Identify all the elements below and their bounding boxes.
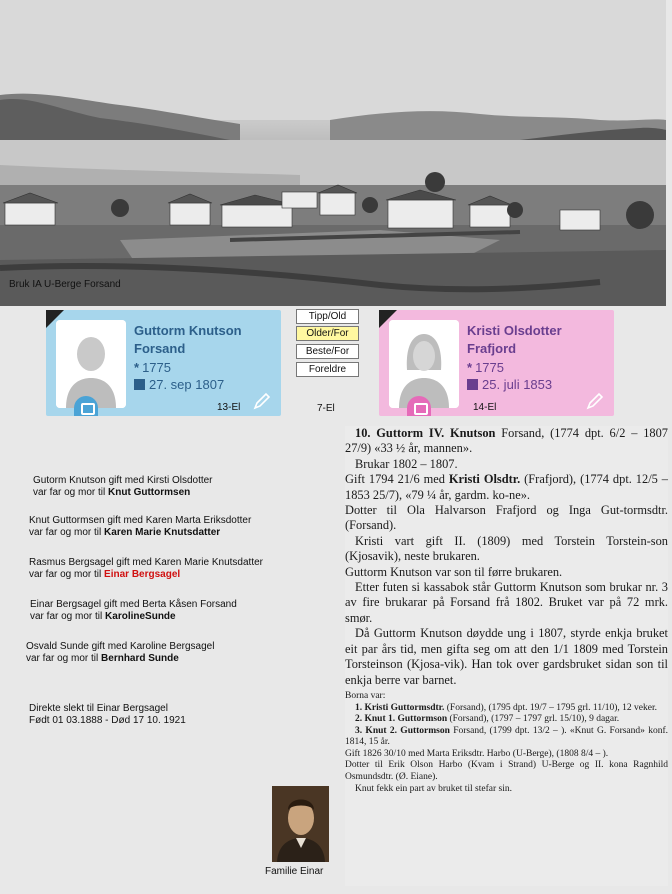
father-death-date: 27. sep 1807 xyxy=(149,377,225,392)
book-heading: 10. Guttorm IV. Knutson xyxy=(355,426,496,440)
camera-icon[interactable] xyxy=(407,396,431,416)
direct-lineage xyxy=(29,703,186,727)
book-text: Guttorm Knutson var son til førre brukaren. xyxy=(345,564,563,579)
silhouette-male-icon xyxy=(56,320,126,408)
tombstone-icon xyxy=(134,379,145,390)
book-small-text: Gift 1826 30/10 med Marta Eriksdtr. Harbo (U-Berge), (1808 8/4 – ). xyxy=(345,748,609,759)
farm-photo xyxy=(0,0,666,306)
direct-line2: Født 01 03.1888 - Død 17 10. 1921 xyxy=(29,715,186,726)
father-death xyxy=(134,377,224,392)
lineage-child: KarolineSunde xyxy=(105,611,176,622)
lineage-child: Bernhard Sunde xyxy=(101,653,179,664)
lineage-prefix: var far og mor til xyxy=(33,487,109,498)
lineage-line1: Einar Bergsagel gift med Berta Kåsen Forsand xyxy=(30,599,237,610)
mother-generation: 14-El xyxy=(473,402,497,413)
mother-name[interactable]: Kristi Olsdotter Frafjord xyxy=(467,323,562,356)
book-text: Dotter til Ola Halvarson Frafjord og Inga Gut-tormsdtr. (Forsand). xyxy=(345,503,668,533)
book-excerpt xyxy=(345,426,668,886)
lineage-line1: Knut Guttormsen gift med Karen Marta Eriksdotter xyxy=(29,515,252,526)
lineage-entry xyxy=(29,557,263,581)
mother-birth xyxy=(467,360,504,375)
lineage-prefix: var far og mor til xyxy=(26,653,102,664)
lineage-prefix: var far og mor til xyxy=(29,527,105,538)
book-text: Brukar 1802 – 1807. xyxy=(355,456,458,471)
pencil-icon[interactable] xyxy=(253,392,271,410)
father-card[interactable] xyxy=(46,310,281,416)
lineage-line1: Osvald Sunde gift med Karoline Bergsagel xyxy=(26,641,215,652)
book-text: Då Guttorm Knutson døydde ung i 1807, styrde enkja bruket eit par års tid, men gifta seg om att den 1/1 1809 med Torstein Torsteinson (Kjosa-vik). Han tok over gardsbruket sidan son til enkja berre var barnet. xyxy=(345,626,668,687)
family-portrait[interactable] xyxy=(272,786,329,862)
book-text: (Frafjord), (1774 dpt. 12/5 – 1853 25/7), «79 ¼ år, gardm. ko-ne». xyxy=(345,472,668,502)
father-birth-year: 1775 xyxy=(142,360,171,375)
center-generation: 7-El xyxy=(317,403,335,414)
book-small-text: Borna var: xyxy=(345,690,386,701)
lineage-entry xyxy=(30,599,237,623)
book-small-text: Dotter til Erik Olson Harbo (Kvam i Strand) U-Berge og II. kona Ragnhild Osmundsdtr. (Ø. Eiane). xyxy=(345,760,668,783)
mother-card[interactable] xyxy=(379,310,614,416)
birth-star-icon: * xyxy=(467,360,473,375)
nav-beste-for-button[interactable]: Beste/For xyxy=(296,344,359,359)
nav-foreldre-button[interactable]: Foreldre xyxy=(296,362,359,377)
lineage-line1: Rasmus Bergsagel gift med Karen Marie Knutsdatter xyxy=(29,557,263,568)
silhouette-female-icon xyxy=(389,320,459,408)
lineage-child: Knut Guttormsen xyxy=(108,487,191,498)
book-small-text: Forsand, (1799 dpt. 13/2 – ). «Knut G. Forsand» konf. 1814, 15 år. xyxy=(345,725,668,748)
mother-death xyxy=(467,377,552,392)
book-text: Gift 1794 21/6 med xyxy=(345,472,449,487)
book-text: Etter futen si kassabok står Guttorm Knutson som brukar nr. 3 av fire brukarar på Forsand frå 1802. Bruket var på 72 mrk. smør. xyxy=(345,580,668,625)
book-small-bold: 1. Kristi Guttormsdtr. xyxy=(355,702,445,713)
father-generation: 13-El xyxy=(217,402,241,413)
mother-death-date: 25. juli 1853 xyxy=(482,377,553,392)
direct-line1: Direkte slekt til Einar Bergsagel xyxy=(29,703,168,714)
book-text: Kristi vart gift II. (1809) med Torstein Torstein-son (Kjosavik), neste brukaren. xyxy=(345,533,668,564)
lineage-line1: Gutorm Knutson gift med Kirsti Olsdotter xyxy=(33,475,213,486)
lineage-entry xyxy=(29,515,251,539)
lineage-prefix: var far og mor til xyxy=(30,611,106,622)
family-caption: Familie Einar xyxy=(265,866,324,877)
nav-older-for-button[interactable]: Older/For xyxy=(296,326,359,341)
book-small-bold: 2. Knut 1. Guttormson xyxy=(355,714,448,725)
book-small-text: (Forsand), (1797 – 1797 grl. 15/10), 9 dagar. xyxy=(447,714,620,725)
pencil-icon[interactable] xyxy=(586,392,604,410)
book-small-bold: 3. Knut 2. Guttormson xyxy=(355,725,450,736)
father-name[interactable]: Guttorm Knutson Forsand xyxy=(134,323,242,356)
nav-tipp-old-button[interactable]: Tipp/Old xyxy=(296,309,359,324)
book-bold: Kristi Olsdtr. xyxy=(448,472,521,487)
lineage-entry xyxy=(33,475,213,499)
camera-icon[interactable] xyxy=(74,396,98,416)
banner-caption: Bruk IA U-Berge Forsand xyxy=(9,279,121,290)
mother-birth-year: 1775 xyxy=(475,360,504,375)
lineage-entry xyxy=(26,641,214,665)
lineage-child-highlight: Einar Bergsagel xyxy=(104,569,181,580)
father-birth xyxy=(134,360,171,375)
tombstone-icon xyxy=(467,379,478,390)
birth-star-icon: * xyxy=(134,360,140,375)
book-small-text: Knut fekk ein part av bruket til stefar sin. xyxy=(355,783,512,794)
farm-landscape-illustration xyxy=(0,0,666,306)
book-text: Forsand, (1774 dpt. 6/2 – 1807 27/9) «33 ½ år, mannen». xyxy=(345,426,668,456)
lineage-child: Karen Marie Knutsdatter xyxy=(104,527,221,538)
book-small-text: (Forsand), (1795 dpt. 19/7 – 1795 grl. 11/10), 12 veker. xyxy=(444,702,657,713)
lineage-prefix: var far og mor til xyxy=(29,569,105,580)
